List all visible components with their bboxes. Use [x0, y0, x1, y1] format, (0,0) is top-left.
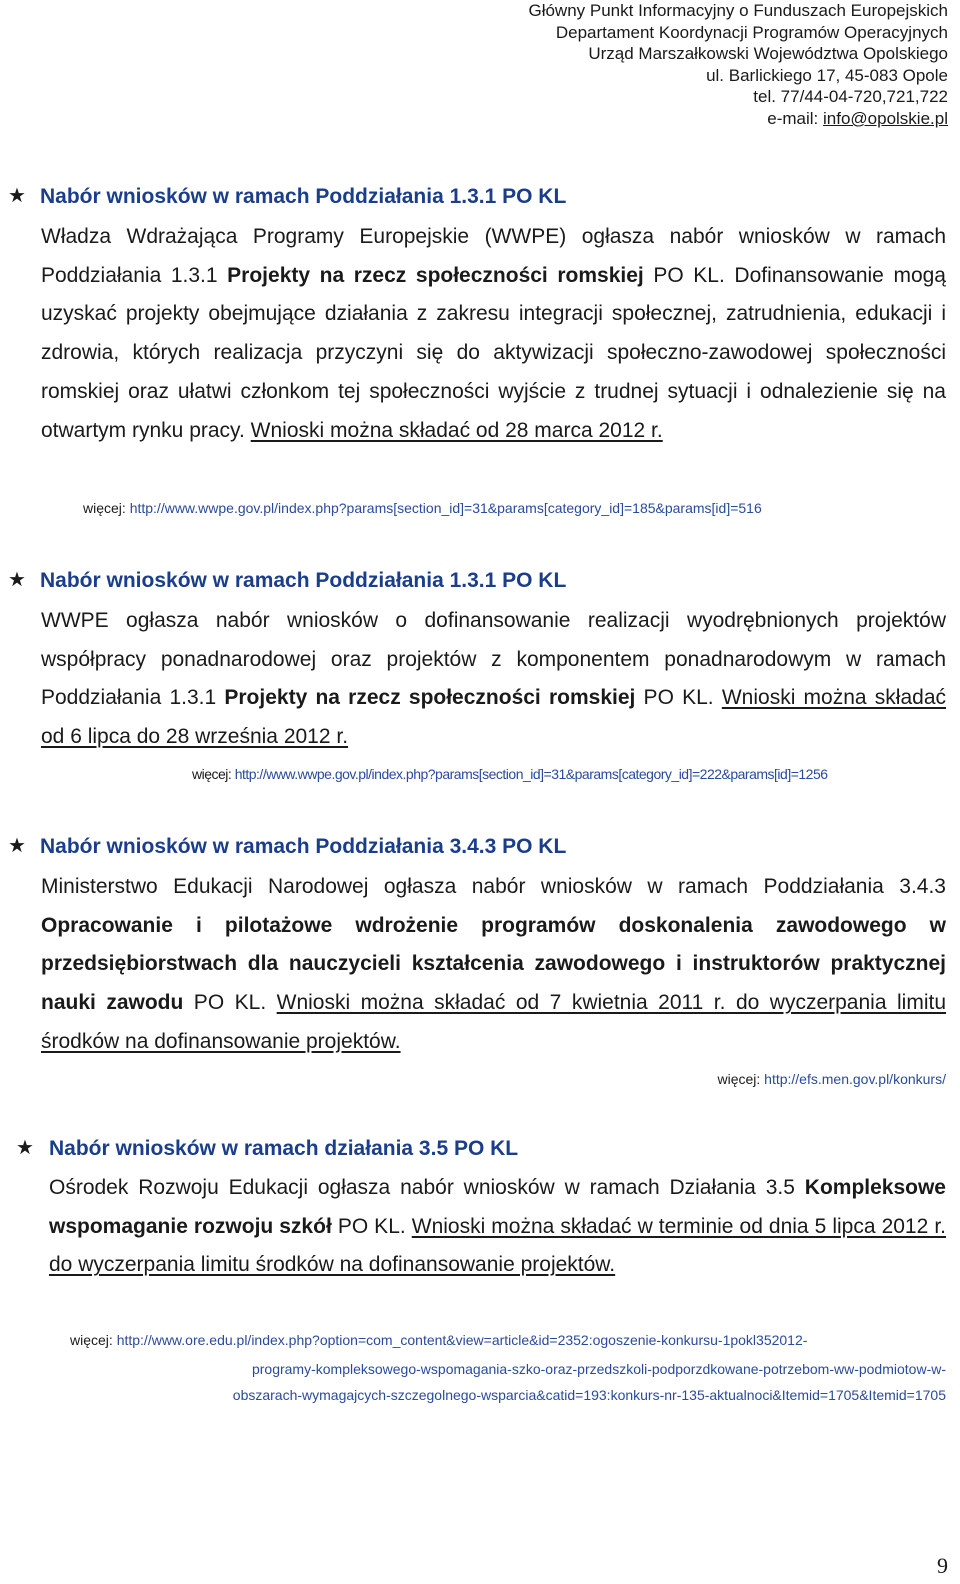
page-header: [528, 0, 948, 130]
body-bold-text: Opracowanie i pilotażowe wdrożenie programów doskonalenia zawodowego w przedsiębiorstwach dla nauczycieli kształcenia zawodowego i instruktorów praktycznej nauki zawodu: [41, 913, 946, 1015]
star-bullet-icon: ★: [16, 1137, 34, 1159]
page-number: 9: [937, 1553, 948, 1578]
more-url-continuation: [46, 1356, 946, 1408]
body-text: WWPE ogłasza nabór wniosków o dofinansowanie realizacji wyodrębnionych projektów współpracy ponadnarodowej oraz projektów z komponentem ponadnarodowym w ramach Poddziałania 1.3.1: [41, 609, 946, 710]
more-link-line: [192, 762, 828, 787]
section-title: Nabór wniosków w ramach działania 3.5 PO KL: [49, 1137, 519, 1160]
star-bullet-icon: ★: [8, 835, 26, 857]
deadline-text: Wnioski można składać od 6 lipca do 28 września 2012 r.: [41, 686, 946, 749]
deadline-text: Wnioski można składać w terminie od dnia 5 lipca 2012 r. do wyczerpania limitu środków na dofinansowanie projektów.: [49, 1214, 946, 1277]
section-body: [41, 602, 946, 757]
more-link-line: [717, 1067, 946, 1092]
section-title: Nabór wniosków w ramach Poddziałania 3.4.3 PO KL: [40, 835, 567, 858]
section-body: [41, 868, 946, 1062]
header-phone: tel. 77/44-04-720,721,722: [753, 87, 948, 107]
more-link-line: [70, 1328, 807, 1353]
header-line-3: Urząd Marszałkowski Województwa Opolskiego: [588, 44, 948, 64]
header-line-1: Główny Punkt Informacyjny o Funduszach Europejskich: [528, 1, 948, 20]
more-url-link[interactable]: http://www.wwpe.gov.pl/index.php?params[section_id]=31&params[category_id]=185&params[id]=516: [129, 500, 762, 516]
more-label: więcej:: [192, 766, 235, 782]
more-link-line: [83, 496, 762, 521]
more-url-line-3[interactable]: obszarach-wymagajcych-szczegolnego-wsparcia&catid=193:konkurs-nr-135-aktualnoci&Itemid=1705&Itemid=1705: [232, 1387, 946, 1403]
more-label: więcej:: [717, 1071, 765, 1087]
body-text: PO KL.: [183, 991, 277, 1015]
body-text: PO KL.: [331, 1214, 412, 1238]
more-url-line-2[interactable]: programy-kompleksowego-wspomagania-szko-oraz-przedszkoli-podporzdkowane-potrzebom-ww-podmiotow-w-: [251, 1361, 946, 1377]
body-bold-text: Projekty na rzecz społeczności romskiej: [224, 686, 636, 710]
header-email-label: e-mail:: [767, 108, 823, 128]
star-bullet-icon: ★: [8, 569, 26, 591]
header-email-link[interactable]: info@opolskie.pl: [823, 108, 948, 128]
body-bold-text: Kompleksowe wspomaganie rozwoju szkół: [49, 1176, 946, 1238]
more-label: więcej:: [70, 1332, 117, 1348]
header-line-2: Departament Koordynacji Programów Operacyjnych: [555, 22, 948, 42]
section-body: [41, 218, 946, 450]
star-bullet-icon: ★: [8, 185, 26, 207]
section-title: Nabór wniosków w ramach Poddziałania 1.3.1 PO KL: [40, 569, 567, 592]
body-text: Władza Wdrażająca Programy Europejskie (WWPE) ogłasza nabór wniosków w ramach Poddziałania 1.3.1: [41, 225, 946, 287]
body-text: Ministerstwo Edukacji Narodowej ogłasza nabór wniosków w ramach Poddziałania 3.4.3: [41, 875, 946, 898]
more-label: więcej:: [83, 500, 130, 516]
body-text: PO KL.: [635, 686, 722, 710]
more-url-link[interactable]: http://www.wwpe.gov.pl/index.php?params[section_id]=31&params[category_id]=222&params[id]=1256: [234, 766, 828, 782]
body-bold-text: Projekty na rzecz społeczności romskiej: [227, 263, 644, 287]
more-url-link[interactable]: http://www.ore.edu.pl/index.php?option=com_content&view=article&id=2352:ogoszenie-konkursu-1pokl352012-: [116, 1332, 808, 1348]
deadline-text: Wnioski można składać od 28 marca 2012 r.: [250, 418, 663, 442]
section-body: [49, 1169, 946, 1285]
body-text: Ośrodek Rozwoju Edukacji ogłasza nabór wniosków w ramach Działania 3.5: [49, 1176, 805, 1199]
section-title: Nabór wniosków w ramach Poddziałania 1.3.1 PO KL: [40, 185, 567, 208]
header-email-line: [528, 108, 948, 130]
body-text: PO KL. Dofinansowanie mogą uzyskać projekty obejmujące działania z zakresu integracji społecznej, zatrudnienia, edukacji i zdrowia, których realizacja przyczyni się do aktywizacji społeczno-zawodowej społeczności romskiej oraz ułatwi członkom tej społeczności wyjście z trudnej sytuacji i odnalezienie się na otwartym rynku pracy.: [41, 263, 946, 442]
more-url-link[interactable]: http://efs.men.gov.pl/konkurs/: [764, 1071, 946, 1087]
deadline-text: Wnioski można składać od 7 kwietnia 2011 r. do wyczerpania limitu środków na dofinansowanie projektów.: [41, 991, 946, 1053]
header-address: ul. Barlickiego 17, 45-083 Opole: [706, 65, 948, 85]
